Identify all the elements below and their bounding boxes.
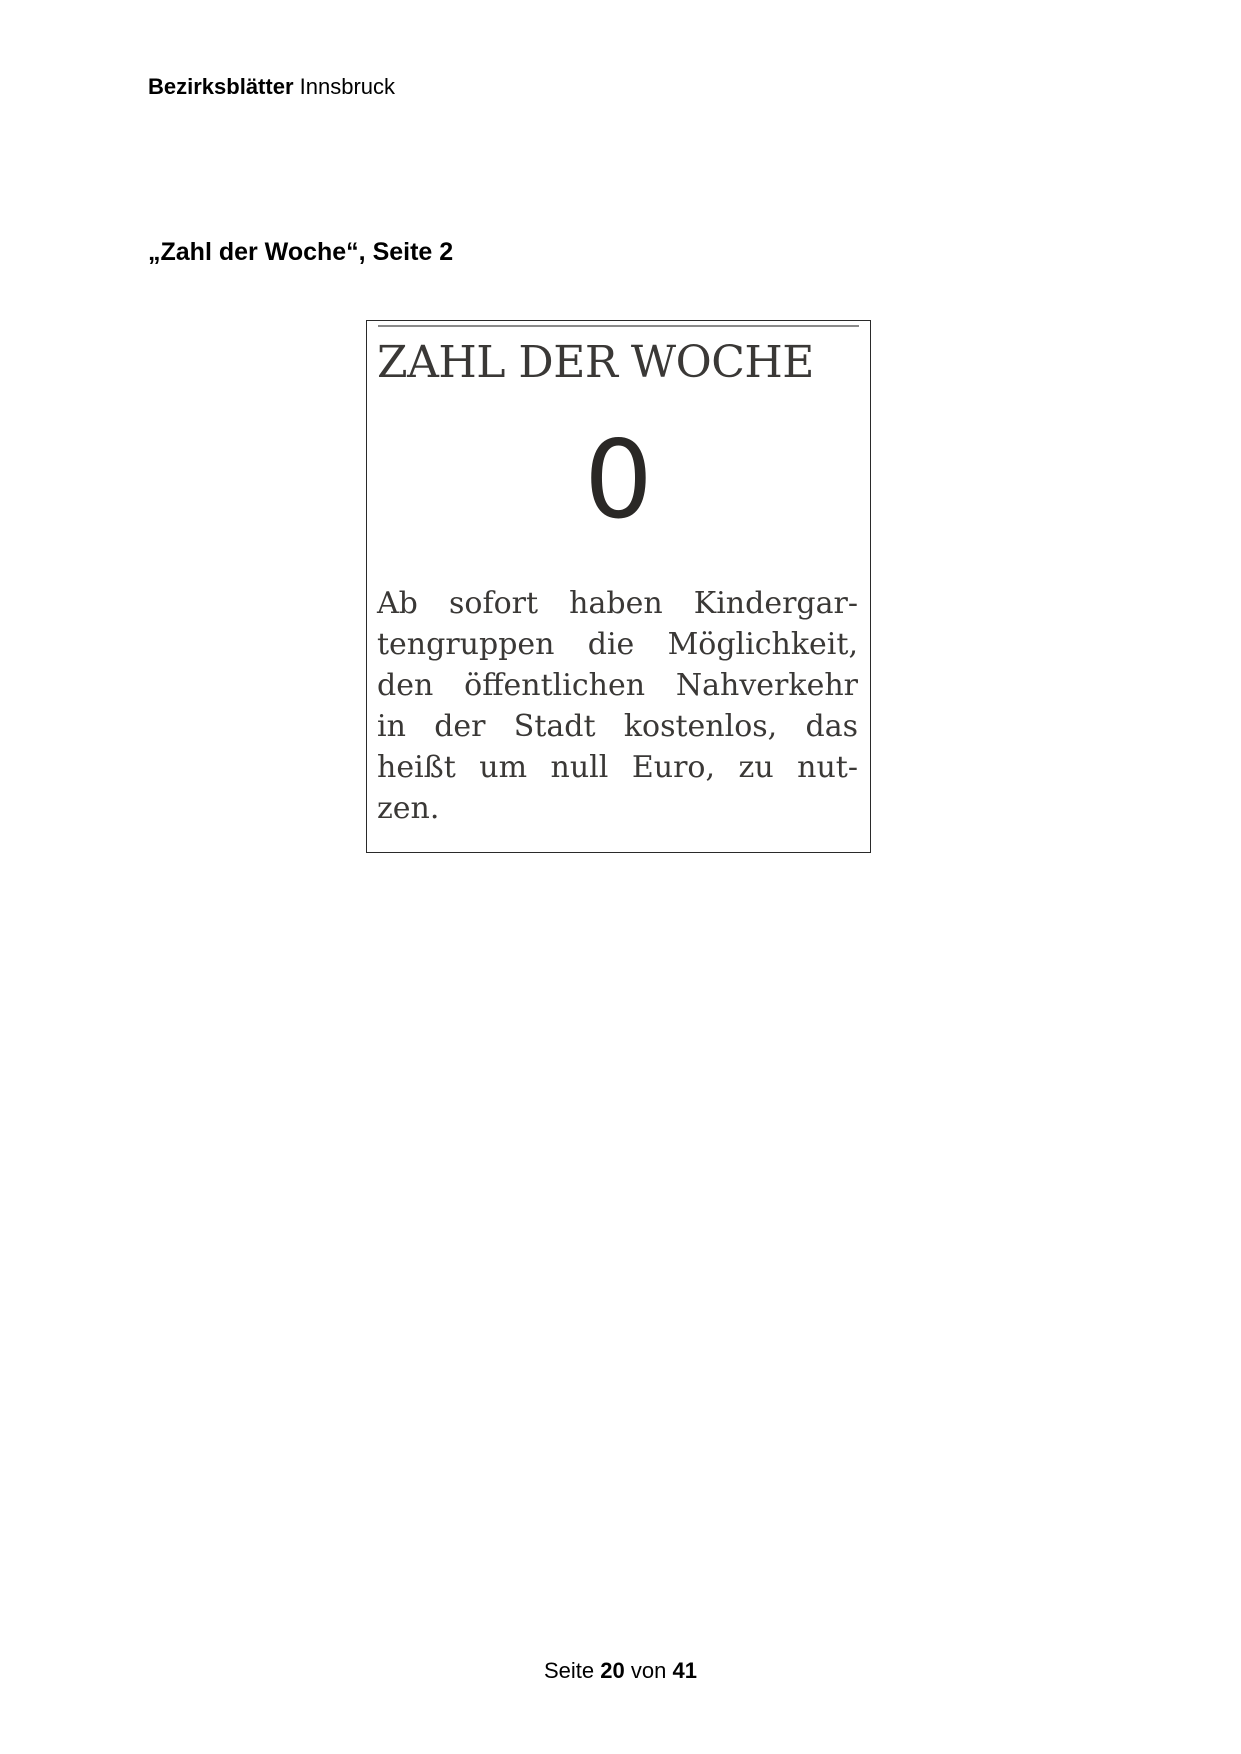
- clipping-body-line: heißt um null Euro, zu nut-: [377, 750, 858, 785]
- clipping-top-rule: [378, 325, 859, 327]
- clipping-body: [377, 583, 858, 829]
- section-title: „Zahl der Woche“, Seite 2: [148, 238, 454, 266]
- publication-name: Bezirksblätter: [148, 74, 294, 99]
- publication-region: Innsbruck: [299, 74, 396, 99]
- clipping-number: 0: [584, 418, 653, 543]
- clipping-body-line: tengruppen die Möglichkeit,: [377, 627, 858, 662]
- clipping-heading: ZAHL DER WOCHE: [377, 337, 814, 388]
- footer-prefix: Seite: [544, 1658, 595, 1683]
- clipping-body-line: in der Stadt kostenlos, das: [377, 709, 858, 744]
- newspaper-clipping: [366, 320, 871, 853]
- page-header: [148, 74, 395, 100]
- page-footer: [0, 1658, 1241, 1684]
- footer-separator: von: [630, 1658, 667, 1683]
- clipping-body-line: zen.: [377, 791, 440, 826]
- footer-total-pages: 41: [672, 1658, 697, 1683]
- clipping-body-line: den öffentlichen Nahverkehr: [377, 668, 858, 703]
- footer-current-page: 20: [600, 1658, 625, 1683]
- clipping-body-line: Ab sofort haben Kindergar-: [377, 586, 858, 621]
